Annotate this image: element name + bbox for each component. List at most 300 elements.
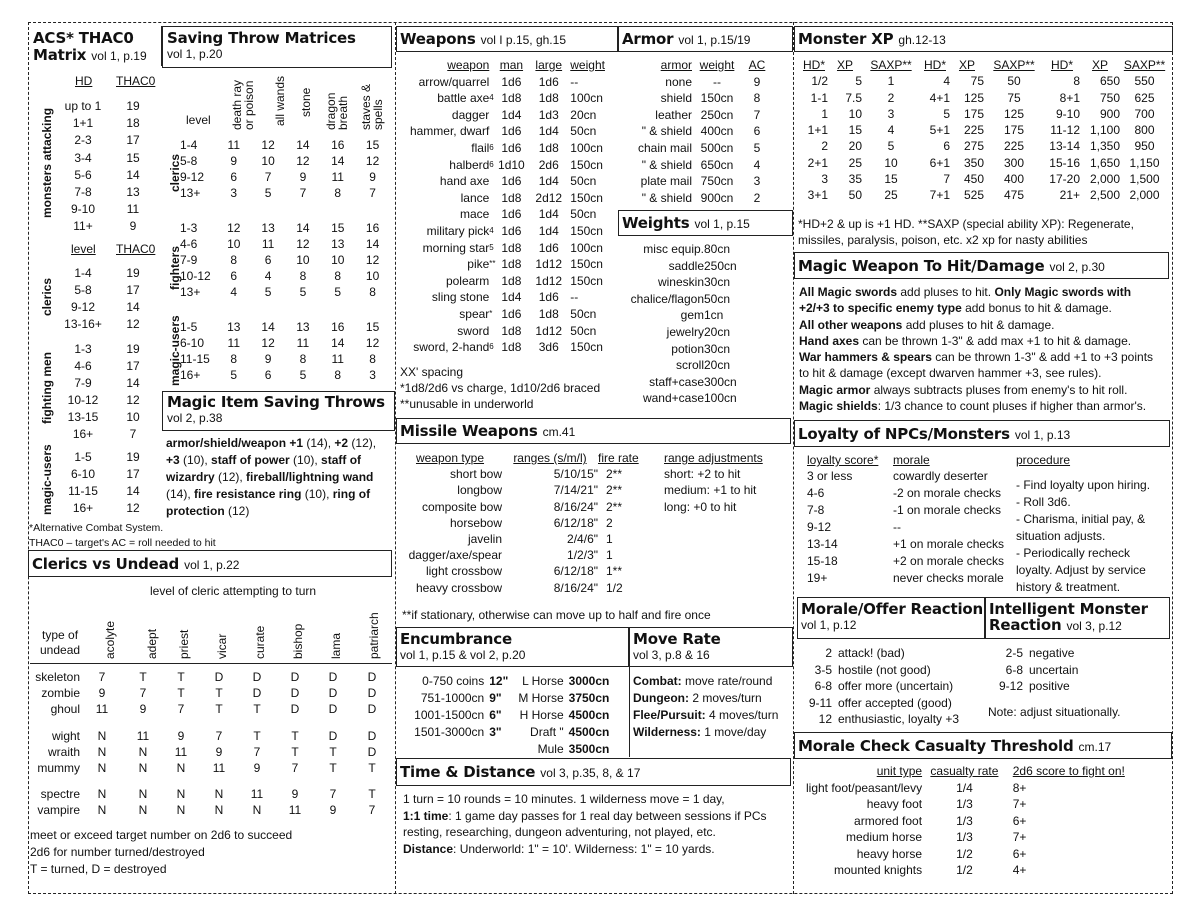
table-cell: hammer, dwarf — [409, 124, 490, 139]
table-row — [398, 123, 610, 140]
undead-col-header: bishop — [291, 623, 305, 659]
table-cell: 13+ — [180, 285, 201, 299]
table-cell: 150cn — [570, 340, 603, 355]
table-cell: 1-5 — [74, 450, 92, 464]
table-row — [404, 707, 616, 724]
undead-title: Clerics vs Undead vol 1, p.22 — [32, 555, 240, 573]
table-cell: 7 — [299, 186, 307, 200]
undead-col-header: priest — [177, 629, 191, 659]
table-cell: 10 — [261, 154, 275, 168]
table-cell: -- — [893, 520, 901, 534]
encumbrance-title: Encumbrance vol 1, p.15 & vol 2, p.20 — [400, 630, 526, 662]
table-row — [622, 90, 772, 107]
table-row — [800, 171, 920, 187]
table-cell: 1d4 — [538, 124, 559, 139]
casualty-table — [806, 763, 1146, 879]
table-cell: 11 — [174, 745, 188, 759]
table-row — [58, 167, 158, 184]
table-cell: light foot/peasant/levy — [806, 780, 923, 795]
table-cell: 20cn — [704, 358, 731, 373]
table-cell: 6 — [943, 139, 950, 154]
table-cell: 275 — [963, 139, 984, 154]
saving-fighters-label: fighters — [168, 245, 182, 290]
table-row — [398, 499, 793, 515]
table-cell: 8 — [369, 352, 376, 366]
table-row — [807, 485, 1012, 502]
table-cell: 11 — [261, 237, 275, 251]
monsters-label: monsters attacking — [40, 107, 54, 218]
table-cell: mummy — [37, 761, 80, 775]
table-cell: 1,150 — [1129, 155, 1160, 170]
weapon-note-mark: 4 — [489, 93, 494, 103]
table-cell: halberd — [449, 157, 490, 172]
table-cell: 20cn — [704, 324, 731, 339]
table-cell: medium: +1 to hit — [664, 483, 757, 498]
table-cell: 7 — [368, 803, 376, 817]
table-cell: 2,000 — [1129, 188, 1160, 203]
table-cell: 4-6 — [180, 237, 198, 251]
table-cell: 15-18 — [807, 554, 838, 568]
table-row — [806, 662, 981, 679]
table-cell: 7 — [264, 170, 272, 184]
table-cell: Draft " — [530, 725, 564, 739]
table-cell: 5 — [230, 368, 238, 382]
magic-item-text-part: (12) — [224, 504, 250, 518]
table-row — [398, 256, 610, 273]
table-cell: wineskin — [657, 275, 704, 290]
table-cell: 12 — [818, 712, 832, 727]
magic-weapon-line: +2/+3 to specific enemy type add bonus to hit & damage. — [799, 301, 1112, 316]
table-cell: 6 — [264, 368, 272, 382]
table-cell: 15 — [365, 320, 380, 334]
table-cell: 50cn — [570, 174, 597, 189]
table-row — [180, 153, 390, 169]
table-cell: 4-6 — [74, 359, 92, 373]
table-cell: 11 — [331, 352, 344, 366]
table-cell: 1d4 — [538, 207, 559, 222]
table-cell: 1,350 — [1089, 139, 1120, 154]
table-row — [58, 375, 158, 392]
table-cell: 20 — [848, 139, 862, 154]
table-cell: D — [252, 670, 262, 684]
table-cell: medium horse — [846, 830, 923, 844]
table-row — [1044, 57, 1169, 73]
table-cell: 3 — [230, 186, 238, 200]
magic-item-text-part: staff of wizardry — [166, 453, 362, 484]
undead-table-3 — [30, 786, 392, 818]
loyalty-title: Loyalty of NPCs/Monsters vol 1, p.13 — [798, 425, 1071, 443]
table-row — [30, 701, 392, 717]
table-cell: 6-8 — [814, 679, 832, 694]
move-rate-line: Wilderness: 1 move/day — [633, 725, 767, 739]
table-row — [806, 711, 981, 728]
table-cell: 11 — [212, 761, 226, 775]
table-cell: 12 — [126, 501, 140, 515]
table-row — [622, 324, 772, 341]
table-row — [806, 829, 1146, 846]
table-cell: 1/2 — [956, 846, 973, 861]
table-cell: 7.5 — [845, 90, 862, 105]
table-cell: D — [214, 670, 224, 684]
table-cell: 12 — [261, 336, 275, 350]
table-cell: heavy horse — [856, 846, 923, 861]
table-cell: 1d6 — [501, 174, 522, 189]
table-row — [398, 339, 610, 356]
saving-level-header: level — [186, 113, 211, 127]
weapon-note-mark: 6 — [489, 142, 494, 152]
table-cell: 3 — [753, 174, 761, 189]
table-cell: jewelry — [666, 324, 704, 339]
table-cell: 7+ — [1012, 797, 1027, 811]
table-cell: D — [367, 729, 377, 743]
table-cell: 13 — [261, 221, 275, 235]
thac0-header-2: THAC0 — [116, 242, 156, 256]
time-text: 1 turn = 10 rounds = 10 minutes. 1 wilderness move = 1 day, 1:1 time: 1 game day passes for 1 real day between sessions if PCs resting, researching, dungeon adventuring, not played, etc. Distance: Underworld: 1" = 10'. Wilderness: 1" = 10 yards. — [403, 792, 767, 856]
table-cell: 7-8 — [74, 185, 92, 200]
table-cell: 500cn — [700, 140, 734, 155]
table-cell: 1d4 — [501, 107, 522, 122]
table-cell: 4 — [753, 157, 761, 172]
undead-col-header: patriarch — [367, 612, 381, 659]
table-cell: 9 — [139, 702, 147, 716]
table-cell: 13+ — [180, 186, 201, 200]
table-cell: 10 — [331, 253, 345, 267]
table-cell: 19 — [126, 342, 140, 356]
table-cell: 17 — [126, 467, 140, 481]
table-cell: 475 — [1003, 188, 1025, 203]
table-cell: 1-3 — [74, 342, 92, 356]
table-cell: staff+case — [649, 374, 704, 389]
table-cell: 75 — [970, 74, 984, 89]
table-cell: 12 — [365, 336, 380, 350]
table-row — [800, 73, 920, 89]
table-row — [920, 187, 1044, 203]
table-cell: N — [252, 803, 262, 817]
table-cell: 7 — [98, 670, 106, 684]
table-cell: 9 — [753, 74, 761, 89]
magic-weapon-line: to hit & damage (except dwarven hammer +3, see rules). — [799, 366, 1102, 381]
table-cell: 1d3 — [538, 107, 559, 122]
table-cell: 11-12 — [1050, 123, 1080, 138]
table-cell: 4 — [230, 285, 238, 299]
table-cell: potion — [671, 341, 704, 356]
table-cell: 9" — [489, 691, 502, 705]
xp-table-2 — [920, 57, 1044, 204]
table-cell: 7/14/21" — [553, 483, 598, 498]
thac0-monsters-table — [58, 98, 158, 236]
table-row — [58, 201, 158, 218]
table-cell: 3d6 — [538, 340, 559, 355]
table-cell: 150cn — [570, 157, 603, 172]
magic-item-title: Magic Item Saving Throws vol 2, p.38 — [167, 393, 385, 425]
table-row — [58, 500, 158, 517]
table-cell: dagger/axe/spear — [408, 548, 502, 563]
table-cell: 7 — [369, 186, 376, 200]
table-cell: attack! (bad) — [838, 646, 905, 660]
table-cell: -- — [570, 290, 579, 305]
loyalty-col-score: loyalty score* — [807, 453, 879, 467]
table-row — [398, 289, 610, 306]
magic-item-text-part: +3 — [166, 453, 180, 467]
table-cell: D — [367, 686, 377, 700]
table-cell: 100cn — [704, 391, 737, 406]
table-cell: 6+1 — [929, 155, 950, 170]
table-cell: mounted knights — [834, 863, 923, 877]
move-title: Move Rate vol 3, p.8 & 16 — [633, 630, 721, 662]
table-row — [398, 206, 610, 223]
table-row — [398, 482, 793, 498]
table-cell: 9-12 — [807, 520, 832, 534]
table-cell: T — [368, 761, 376, 775]
table-cell: 13-16+ — [64, 317, 102, 331]
weapon-note-mark: 6 — [489, 342, 494, 352]
table-cell: 3" — [489, 725, 502, 739]
table-cell: 1-1 — [810, 90, 828, 105]
casualty-title: Morale Check Casualty Threshold cm.17 — [798, 737, 1112, 755]
table-row — [622, 157, 772, 174]
morale-offer-table — [806, 645, 981, 728]
table-cell: 9 — [215, 745, 223, 759]
table-cell: 10 — [848, 106, 862, 121]
table-cell: 225 — [963, 123, 984, 138]
table-cell: 700 — [1134, 106, 1155, 121]
table-row — [30, 685, 392, 701]
table-cell: 2** — [606, 499, 623, 514]
table-cell: mace — [459, 207, 490, 222]
table-row — [398, 450, 793, 466]
table-cell: uncertain — [1029, 662, 1079, 677]
table-row — [806, 780, 1146, 797]
table-cell: 15 — [126, 150, 140, 165]
table-cell: 9 — [253, 761, 261, 775]
table-row — [58, 341, 158, 358]
table-cell: 16 — [331, 320, 345, 334]
table-row — [1044, 171, 1169, 187]
table-cell: M Horse — [518, 691, 564, 705]
table-row — [30, 669, 392, 685]
table-cell: 650 — [1099, 74, 1120, 89]
morale-offer-title: Morale/Offer Reaction vol 1, p.12 — [801, 600, 983, 632]
table-cell — [656, 531, 793, 547]
table-row — [1044, 73, 1169, 89]
table-row — [398, 223, 610, 240]
column-header: weight — [570, 58, 605, 72]
table-cell: 13 — [126, 185, 140, 200]
table-row — [920, 122, 1044, 138]
table-cell: 650cn — [700, 157, 734, 172]
table-row — [622, 307, 772, 324]
table-row — [806, 678, 981, 695]
loyalty-procedure-line: - Periodically recheck — [1016, 546, 1131, 560]
column-divider — [793, 22, 794, 894]
magic-weapon-line: Hand axes can be thrown 1-3" & add max +1 to hit & damage. — [799, 333, 1132, 348]
table-cell: 4+1 — [929, 90, 950, 105]
table-row — [30, 744, 392, 760]
column-header: weapon type — [415, 451, 485, 465]
table-cell: chain mail — [637, 140, 692, 155]
table-cell: skeleton — [35, 670, 80, 684]
table-cell: 3 or less — [807, 469, 853, 483]
table-row — [180, 319, 390, 335]
table-cell: 100cn — [570, 140, 603, 155]
table-cell: 150cn — [700, 91, 734, 106]
table-cell: 10 — [884, 155, 898, 170]
table-cell: 7 — [753, 107, 761, 122]
table-row — [800, 57, 920, 73]
table-cell: chalice/flagon — [630, 291, 704, 306]
table-cell: 6-10 — [180, 336, 205, 350]
table-row — [58, 132, 158, 149]
table-cell: 175 — [1003, 123, 1025, 138]
table-cell: 10 — [126, 410, 140, 424]
table-cell: 7-8 — [807, 503, 825, 517]
table-cell: N — [97, 745, 107, 759]
table-row — [1044, 122, 1169, 138]
xp-table-1 — [800, 57, 920, 204]
table-row — [58, 184, 158, 201]
table-row — [800, 90, 920, 106]
table-cell: 300cn — [704, 374, 737, 389]
table-cell: H Horse — [519, 708, 564, 722]
table-cell: T — [291, 745, 299, 759]
table-cell: T — [215, 702, 223, 716]
table-cell: 16+ — [72, 501, 94, 515]
table-cell — [656, 515, 793, 531]
table-cell: short bow — [449, 467, 502, 482]
magic-weapon-line: All Magic swords add pluses to hit. Only Magic swords with — [799, 285, 1132, 299]
table-cell: 900cn — [700, 190, 734, 205]
table-cell: 2** — [606, 483, 623, 498]
table-cell: 12 — [365, 253, 380, 267]
table-cell: 7+ — [1012, 830, 1027, 844]
table-cell: -- — [570, 74, 579, 89]
table-cell: 13 — [296, 320, 310, 334]
table-cell: shield — [660, 91, 692, 106]
table-cell: D — [328, 702, 338, 716]
table-cell: 8 — [299, 269, 307, 283]
table-cell: hostile (not good) — [838, 662, 931, 677]
saving-col-staves: staves & spells — [359, 83, 385, 130]
weapon-note-mark: * — [489, 308, 493, 318]
table-cell: 1d6 — [501, 306, 522, 321]
magic-item-text-part: (14), — [303, 436, 335, 450]
column-header: SAXP** — [993, 58, 1035, 72]
table-cell: 7 — [215, 729, 223, 743]
table-cell: 7+1 — [929, 188, 950, 203]
table-cell: 30cn — [704, 341, 731, 356]
table-cell: long: +0 to hit — [664, 499, 737, 514]
table-cell: 1d6 — [538, 290, 559, 305]
table-cell: 50 — [848, 188, 862, 203]
thac0-hd-header: HD — [75, 74, 93, 88]
weapons-notes: XX' spacing *1d8/2d6 vs charge, 1d10/2d6 braced **unusable in underworld — [400, 365, 601, 411]
thac0-fighting-table — [58, 341, 158, 443]
table-cell: 1/2 — [811, 74, 828, 89]
table-cell: 1,100 — [1089, 123, 1120, 138]
table-cell: Mule — [537, 742, 564, 756]
column-header: fire rate — [598, 451, 639, 465]
table-cell: 1d6 — [501, 74, 522, 89]
thac0-mu-table — [58, 449, 158, 517]
table-cell: D — [252, 686, 262, 700]
undead-col-header: acolyte — [103, 620, 117, 659]
table-row — [180, 169, 390, 185]
table-cell: 9 — [329, 803, 337, 817]
table-cell: enthusiastic, loyalty +3 — [838, 712, 960, 727]
table-cell: -- — [713, 74, 721, 89]
table-cell: cowardly deserter — [893, 469, 988, 483]
table-cell: 800 — [1134, 123, 1155, 138]
table-cell: sling stone — [431, 290, 490, 305]
table-cell: 19+ — [807, 571, 828, 585]
table-cell: 6+ — [1012, 813, 1027, 828]
table-cell: 12 — [227, 221, 241, 235]
loyalty-procedure-line: - Charisma, initial pay, & — [1016, 512, 1146, 526]
missile-title: Missile Weapons cm.41 — [400, 422, 576, 440]
table-row — [180, 252, 390, 268]
table-cell: gem — [680, 308, 704, 323]
table-cell: +1 on morale checks — [893, 537, 1005, 551]
table-cell: 12" — [489, 674, 509, 688]
move-rate-line: Flee/Pursuit: 4 moves/turn — [633, 708, 779, 722]
table-cell: 2** — [606, 467, 623, 482]
table-row — [180, 284, 390, 300]
column-header: HD* — [802, 58, 825, 72]
table-cell: 15 — [884, 172, 898, 187]
column-header: weight — [699, 58, 735, 72]
table-row — [622, 258, 772, 275]
table-cell: spear — [459, 306, 490, 321]
table-row — [1044, 187, 1169, 203]
table-cell: 100cn — [570, 91, 603, 106]
table-cell: 1d8 — [501, 323, 522, 338]
undead-col-header: vicar — [215, 633, 229, 659]
table-row — [807, 468, 1012, 485]
undead-col-header: adept — [145, 628, 159, 659]
saving-title: Saving Throw Matrices vol 1, p.20 — [167, 29, 356, 61]
table-cell: 18 — [126, 116, 140, 131]
loyalty-procedure-line: situation adjusts. — [1016, 529, 1106, 543]
table-row — [58, 98, 158, 115]
table-cell: hand axe — [439, 174, 490, 189]
table-cell: 1001-1500cn — [414, 708, 485, 722]
table-cell: 9 — [98, 686, 106, 700]
table-cell: 1d8 — [538, 306, 559, 321]
column-header: unit type — [876, 764, 923, 778]
table-cell: 2,000 — [1089, 172, 1120, 187]
table-cell: 11 — [227, 336, 240, 350]
magic-item-text-part: ring of protection — [166, 487, 371, 518]
table-cell: 5-8 — [74, 283, 92, 297]
table-cell: dagger — [451, 107, 490, 122]
table-cell: 150cn — [570, 257, 603, 272]
loyalty-procedure-line: - Roll 3d6. — [1016, 495, 1071, 509]
table-row — [58, 426, 158, 443]
table-cell: 9 — [264, 352, 272, 366]
clerics-label: clerics — [40, 277, 54, 316]
table-cell: D — [328, 670, 338, 684]
table-row — [622, 190, 772, 207]
table-cell: 20cn — [570, 107, 597, 122]
table-cell: 14 — [126, 300, 140, 314]
table-row — [398, 323, 610, 340]
loyalty-col-morale: morale — [893, 453, 930, 467]
table-cell: D — [367, 745, 377, 759]
table-row — [398, 563, 793, 579]
weapon-note-mark: 5 — [489, 242, 494, 252]
move-rate-line: Combat: move rate/round — [633, 674, 773, 688]
table-cell: T — [177, 686, 185, 700]
